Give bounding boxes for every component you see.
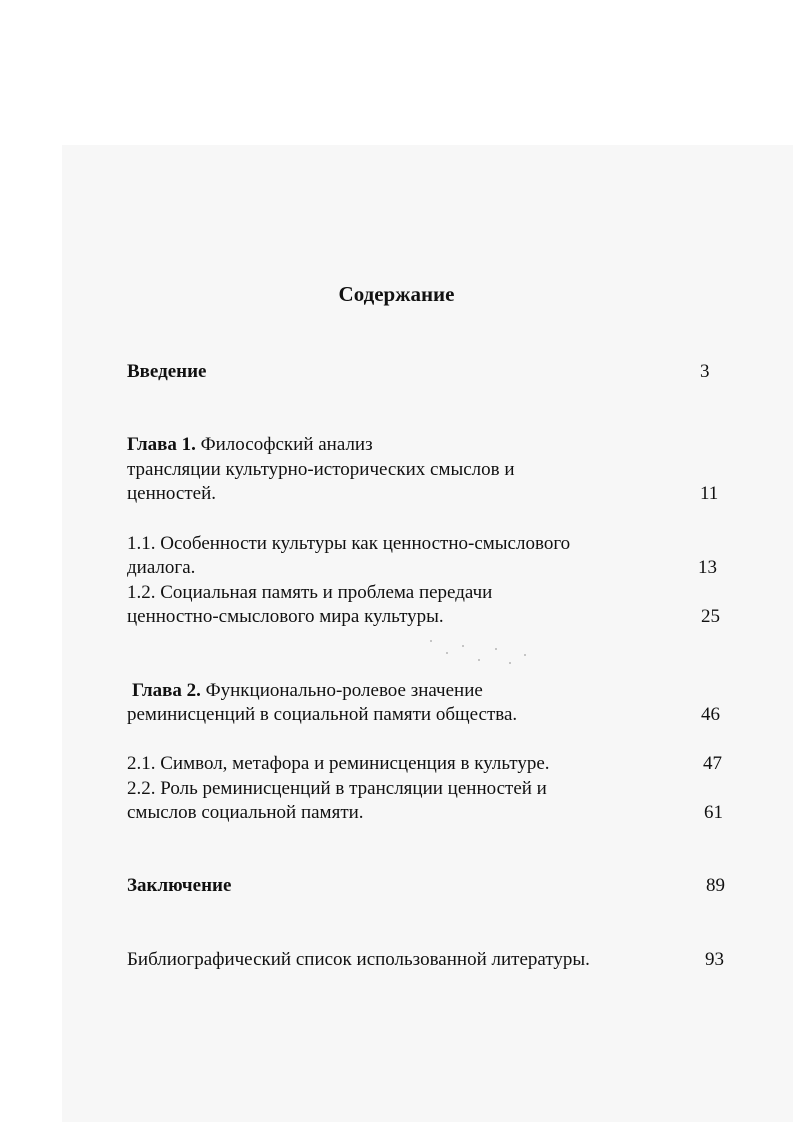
scan-speck <box>478 659 480 661</box>
toc-page-bibliography: 93 <box>705 949 724 970</box>
chapter-1-prefix: Глава 1. <box>127 434 196 455</box>
toc-page-section-1-1: 13 <box>698 557 717 578</box>
toc-entry-section-1-1-line-1: 1.1. Особенности культуры как ценностно-смыслового <box>127 533 571 554</box>
chapter-1-title-part-1: Философский анализ <box>200 434 373 455</box>
toc-entry-conclusion: Заключение <box>127 875 232 896</box>
scan-speck <box>446 652 448 654</box>
toc-page-section-2-2: 61 <box>704 802 723 823</box>
page-title: Содержание <box>338 282 455 306</box>
toc-entry-chapter-1 <box>127 433 373 457</box>
chapter-2-title-part-1: Функционально-ролевое значение <box>205 680 483 701</box>
toc-entry-section-2-2-line-2: смыслов социальной памяти. <box>127 802 364 823</box>
toc-page-section-2-1: 47 <box>703 753 722 774</box>
toc-page-introduction: 3 <box>700 361 710 382</box>
toc-page-conclusion: 89 <box>706 875 725 896</box>
chapter-2-prefix: Глава 2. <box>132 680 201 701</box>
scan-speck <box>430 640 432 642</box>
chapter-1-title-part-2: трансляции культурно-исторических смыслов и <box>127 459 515 480</box>
toc-entry-introduction: Введение <box>127 361 207 382</box>
toc-page-chapter-1: 11 <box>700 483 719 504</box>
toc-entry-section-2-1-line-1: 2.1. Символ, метафора и реминисценция в культуре. <box>127 753 550 774</box>
toc-page-section-1-2: 25 <box>701 606 720 627</box>
scan-speck <box>495 648 497 650</box>
scan-speck <box>462 645 464 647</box>
scan-speck <box>509 662 511 664</box>
toc-entry-section-1-1-line-2: диалога. <box>127 557 196 578</box>
scan-speck <box>524 654 526 656</box>
toc-entry-section-1-2-line-2: ценностно-смыслового мира культуры. <box>127 606 444 627</box>
toc-entry-bibliography: Библиографический список использованной литературы. <box>127 949 590 970</box>
chapter-1-title-part-3: ценностей. <box>127 483 216 504</box>
toc-entry-chapter-2 <box>132 679 483 703</box>
toc-entry-section-1-2-line-1: 1.2. Социальная память и проблема передачи <box>127 582 493 603</box>
chapter-2-title-part-2: реминисценций в социальной памяти общества. <box>127 704 518 725</box>
toc-entry-section-2-2-line-1: 2.2. Роль реминисценций в трансляции ценностей и <box>127 778 547 799</box>
toc-page-chapter-2: 46 <box>701 704 720 725</box>
